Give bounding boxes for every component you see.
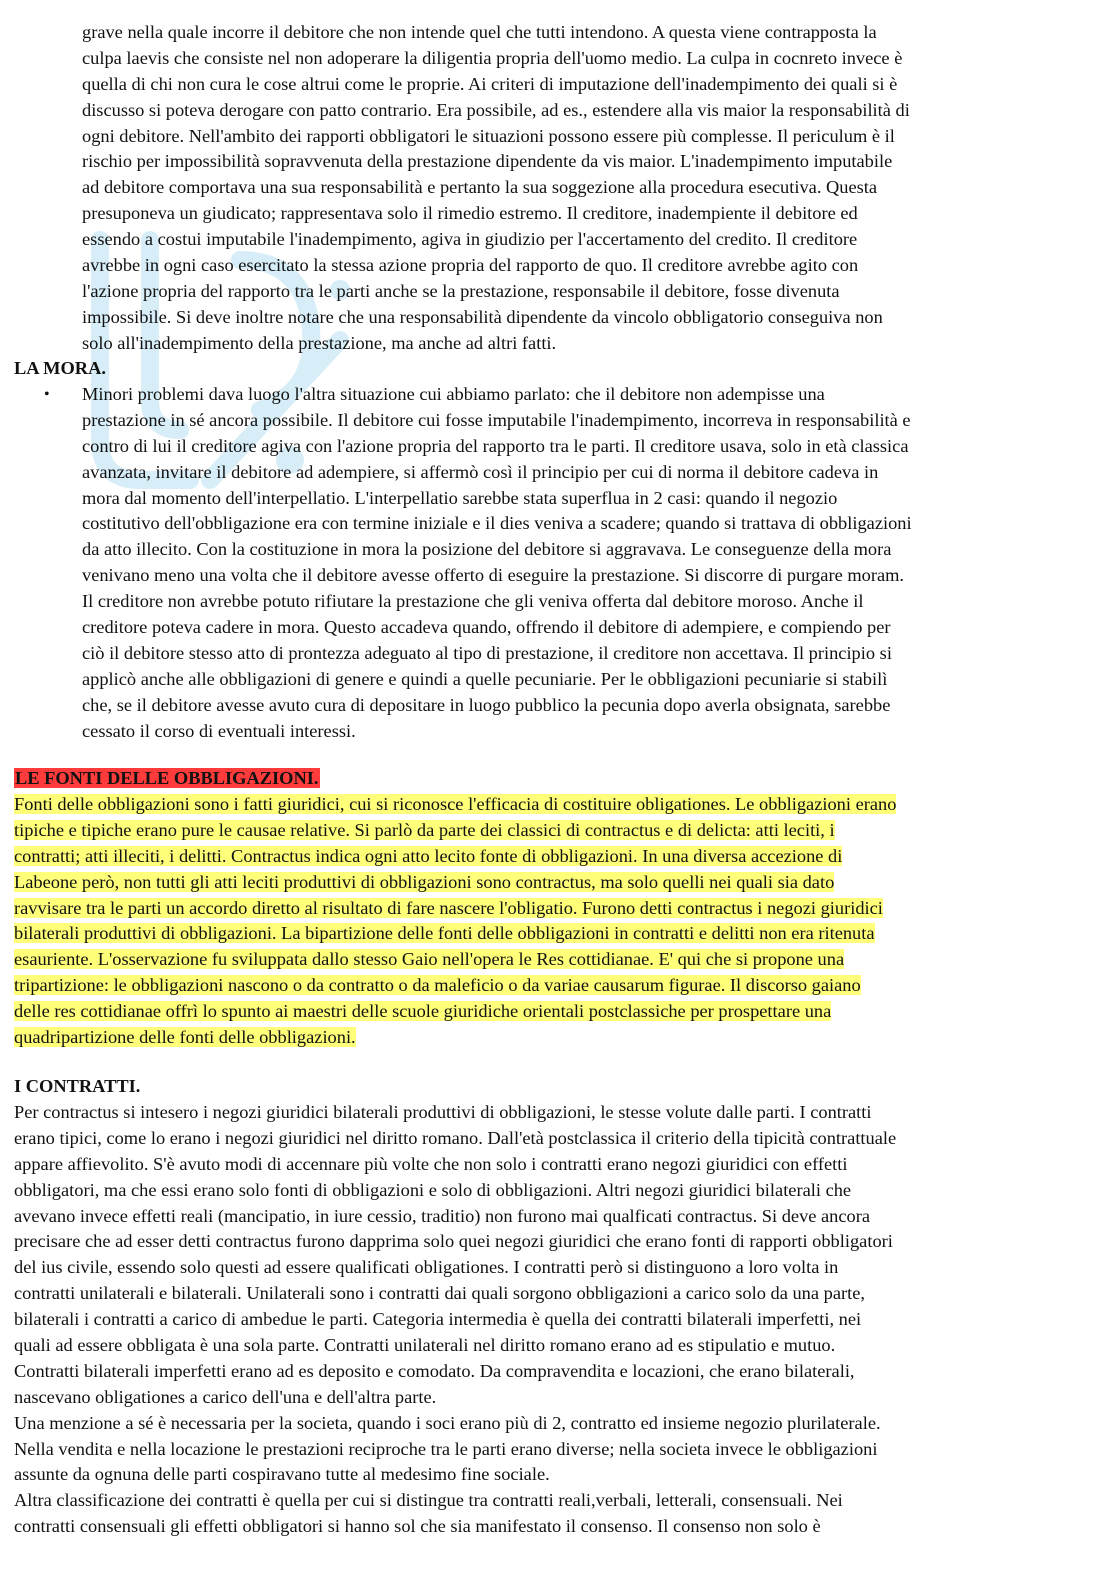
text-line: che, se il debitore avesse avuto cura di depositare in luogo pubblico la pecunia dopo averla obsignata, sarebbe <box>82 694 891 715</box>
text-line: grave nella quale incorre il debitore che non intende quel che tutti intendono. A questa viene contrapposta la <box>82 22 877 42</box>
text-line: bilaterali i contratti a carico di ambedue le parti. Categoria intermedia è quella dei contratti bilaterali imperfetti, nei <box>14 1309 862 1330</box>
text-line: venivano meno una volta che il debitore avesse offerto di eseguire la prestazione. Si discorre di purgare moram. <box>82 565 905 586</box>
highlighted-text: Labeone però, non tutti gli atti leciti produttivi di obbligazioni sono contractus, ma solo quelli nei quali sia dato <box>14 871 835 892</box>
text-line: cessato il corso di eventuali interessi. <box>82 720 356 741</box>
text-line: assunte da ognuna delle parti cospiravano tutte al medesimo fine sociale. <box>14 1464 550 1485</box>
highlighted-text: contratti; atti illeciti, i delitti. Contractus indica ogni atto lecito fonte di obbligazioni. In una diversa accezione di <box>14 845 843 866</box>
text-line: Una menzione a sé è necessaria per la societa, quando i soci erano più di 2, contratto ed insieme negozio plurilaterale. <box>14 1412 881 1433</box>
text-line: nascevano obligationes a carico dell'una e dell'altra parte. <box>14 1386 437 1407</box>
text-line: mora dal momento dell'interpellatio. L'interpellatio sarebbe stata superflua in 2 casi: quando il negozio <box>82 487 838 508</box>
bullet-marker: • <box>44 386 50 403</box>
text-line: rischio per impossibilità sopravvenuta della prestazione dipendente da vis maior. L'inadempimento imputabile <box>82 151 893 172</box>
highlighted-text: quadripartizione delle fonti delle obbligazioni. <box>14 1027 356 1048</box>
text-line: avevano invece effetti reali (mancipatio, in iure cessio, traditio) non furono mai qualficati contractus. Si deve ancora <box>14 1205 871 1226</box>
text-line: discusso si poteva derogare con patto contrario. Era possibile, ad es., estendere alla vis maior la responsabilità di <box>82 99 910 120</box>
text-line: contratti unilaterali e bilaterali. Unilaterali sono i contratti dai quali sorgono obbligazioni a carico solo da una parte, <box>14 1283 865 1304</box>
text-line: Per contractus si intesero i negozi giuridici bilaterali produttivi di obbligazioni, le stesse volute dalle parti. I contratti <box>14 1102 872 1122</box>
text-line: culpa laevis che consiste nel non adoperare la diligentia propria dell'uomo medio. La culpa in cocnreto invece è <box>82 47 903 68</box>
text-line: Altra classificazione dei contratti è quella per cui si distingue tra contratti reali,verbali, letterali, consensuali. Nei <box>14 1490 843 1511</box>
highlighted-text: bilaterali produttivi di obbligazioni. La bipartizione delle fonti delle obbligazioni in contratti e delitti non era ritenuta <box>14 923 875 944</box>
text-line: presuponeva un giudicato; rappresentava solo il rimedio estremo. Il creditore, inadempiente il debitore ed <box>82 203 858 224</box>
text-line: avanzata, invitare il debitore ad adempiere, si affermò così il principio per cui di norma il debitore cadeva in <box>82 461 879 482</box>
text-line: obbligatori, ma che essi erano solo fonti di obbligazioni e solo di obbligazioni. Altri negozi giuridici bilaterali che <box>14 1179 852 1200</box>
fonti-paragraph <box>14 792 896 1051</box>
text-line: del ius civile, essendo solo questi ad essere qualificati obligationes. I contratti però si distinguono a loro volta in <box>14 1257 839 1278</box>
text-line: Minori problemi dava luogo l'altra situazione cui abbiamo parlato: che il debitore non adempisse una <box>82 384 825 404</box>
text-line: impossibile. Si deve inoltre notare che una responsabilità dipendente da vincolo obbligatorio conseguiva non <box>82 306 883 327</box>
text-line: applicò anche alle obbligazioni di genere e quindi a quelle pecuniarie. Per le obbligazioni pecuniarie si stabilì <box>82 668 888 689</box>
text-line: ogni debitore. Nell'ambito dei rapporti obbligatori le situazioni possono essere più complesse. Il periculum è il <box>82 125 895 146</box>
highlighted-text: esauriente. L'osservazione fu sviluppata dallo stesso Gaio nell'opera le Res cottidianae. E' qui che si propone una <box>14 949 845 970</box>
section-heading-fonti <box>14 766 320 792</box>
text-line <box>14 818 896 844</box>
text-line: Il creditore non avrebbe potuto rifiutare la prestazione che gli veniva offerta dal debitore moroso. Anche il <box>82 591 864 612</box>
text-line: avrebbe in ogni caso esercitato la stessa azione propria del rapporto de quo. Il creditore avrebbe agito con <box>82 255 859 276</box>
intro-paragraph <box>82 20 910 357</box>
text-line <box>14 1025 896 1051</box>
text-line: essendo a costui imputabile l'inadempimento, agiva in giudizio per l'accertamento del credito. Il creditore <box>82 229 858 250</box>
section-heading-contratti: I CONTRATTI. <box>14 1076 141 1096</box>
text-line <box>14 921 896 947</box>
text-line: l'azione propria del rapporto tra le parti anche se la prestazione, responsabile il debitore, fosse divenuta <box>82 280 840 301</box>
text-line: quella di chi non cura le cose altrui come le proprie. Ai criteri di imputazione dell'inadempimento dei quali si è <box>82 73 898 94</box>
contratti-paragraph <box>14 1100 896 1540</box>
text-line: contratti consensuali gli effetti obbligatori si hanno sol che sia manifestato il consenso. Il consenso non solo è <box>14 1516 821 1537</box>
text-line: erano tipici, come lo erano i negozi giuridici nel diritto romano. Dall'età postclassica il criterio della tipicità contrattuale <box>14 1127 897 1148</box>
highlighted-text: ravvisare tra le parti un accordo diretto al risultato di fare nascere l'obligatio. Furono detti contractus i negozi giuridici <box>14 897 883 918</box>
section-heading-mora: LA MORA. <box>14 358 106 378</box>
text-line: Contratti bilaterali imperfetti erano ad es deposito e comodato. Da compravendita e locazioni, che erano bilaterali, <box>14 1360 855 1381</box>
heading-highlight: LE FONTI DELLE OBBLIGAZIONI. <box>15 768 319 788</box>
highlighted-text: Fonti delle obbligazioni sono i fatti giuridici, cui si riconosce l'efficacia di costituire obligationes. Le obbligazioni erano <box>14 794 897 814</box>
text-line: da atto illecito. Con la costituzione in mora la posizione del debitore si aggravava. Le conseguenze della mora <box>82 539 892 560</box>
text-line: ciò il debitore stesso atto di prontezza adeguato al tipo di prestazione, il creditore non accettava. Il principio si <box>82 642 892 663</box>
text-line <box>14 947 896 973</box>
text-line: costitutivo dell'obbligazione era con termine iniziale e il dies veniva a scadere; quando si trattava di obbligazioni <box>82 513 912 534</box>
text-line <box>14 999 896 1025</box>
text-line: solo all'inadempimento della prestazione, ma anche ad altri fatti. <box>82 332 557 353</box>
text-line: ad debitore comportava una sua responsabilità e pertanto la sua soggezione alla procedura esecutiva. Questa <box>82 177 878 198</box>
text-line: precisare che ad esser detti contractus furono dapprima solo quei negozi giuridici che erano fonti di rapporti obbligatori <box>14 1231 893 1252</box>
text-line <box>14 973 896 999</box>
highlighted-text: tipiche e tipiche erano pure le causae relative. Si parlò da parte dei classici di contractus e di delicta: atti leciti, i <box>14 819 835 840</box>
text-line <box>14 792 896 818</box>
highlighted-text: delle res cottidianae offrì lo spunto ai maestri delle scuole giuridiche orientali postclassiche per prospettare una <box>14 1001 832 1022</box>
text-line: Nella vendita e nella locazione le prestazioni reciproche tra le parti erano diverse; nella societa invece le obbligazioni <box>14 1438 878 1459</box>
text-line <box>14 870 896 896</box>
text-line: quali ad essere obbligata è una sola parte. Contratti unilaterali nel diritto romano erano ad es stipulatio e mutuo. <box>14 1335 836 1356</box>
text-line: prestazione in sé ancora possibile. Il debitore cui fosse imputabile l'inadempimento, incorreva in responsabilità e <box>82 409 911 430</box>
text-line <box>14 896 896 922</box>
text-line: contro di lui il creditore agiva con l'azione propria del rapporto tra le parti. Il creditore usava, solo in età classica <box>82 435 909 456</box>
text-line: creditore poteva cadere in mora. Questo accadeva quando, offrendo il debitore di adempiere, e compiendo per <box>82 617 891 638</box>
highlighted-text: tripartizione: le obbligazioni nascono o da contratto o da maleficio o da variae causarum figurae. Il discorso gaiano <box>14 975 861 996</box>
mora-paragraph <box>82 382 912 744</box>
text-line: appare affievolito. S'è avuto modi di accennare più volte che non solo i contratti erano negozi giuridici con effetti <box>14 1153 848 1174</box>
text-line <box>14 844 896 870</box>
